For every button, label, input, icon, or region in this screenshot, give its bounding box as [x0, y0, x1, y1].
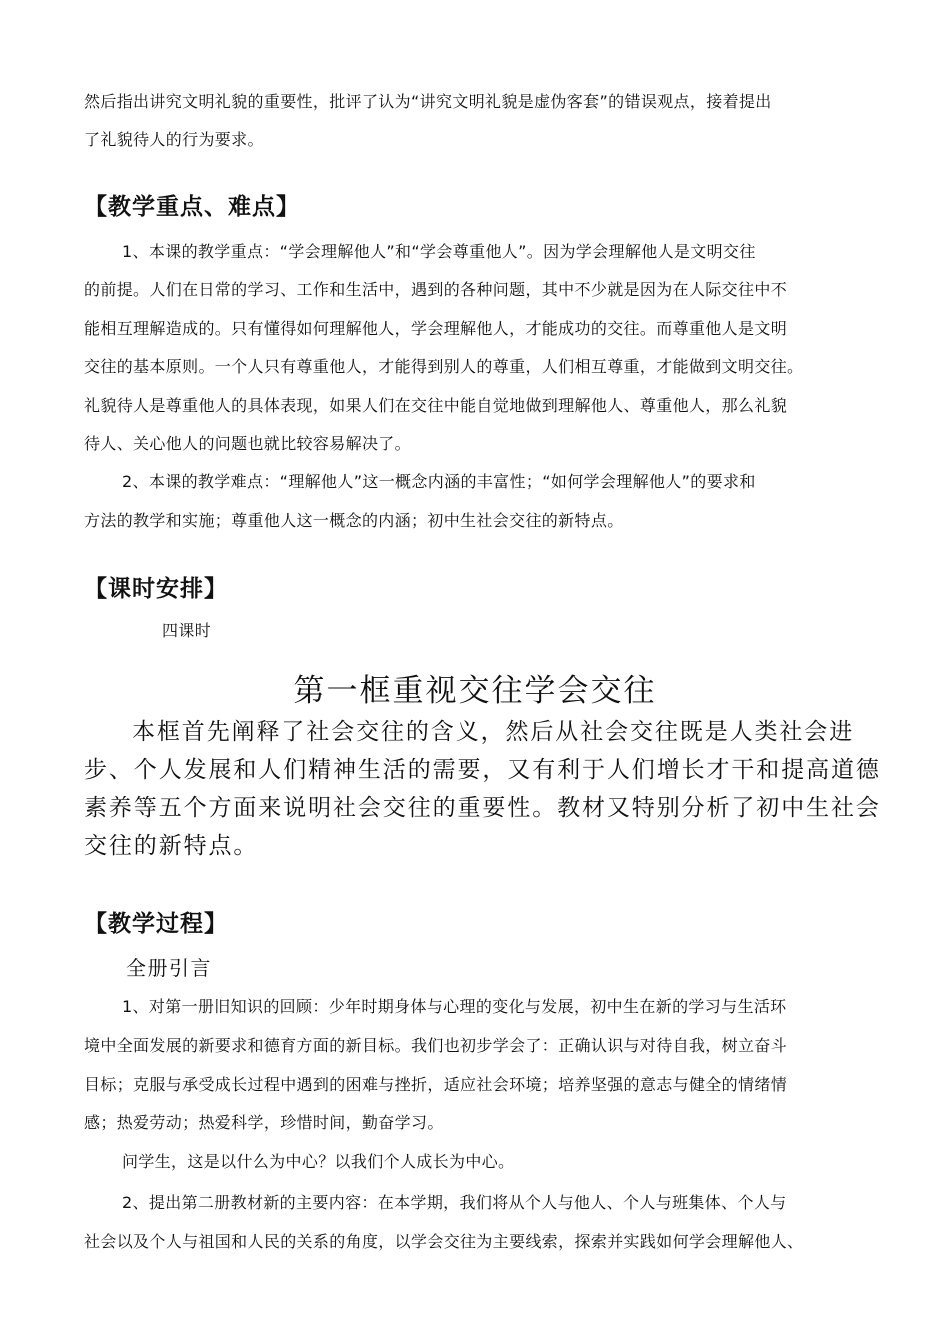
- key-points-p1-line-5: 礼貌待人是尊重他人的具体表现，如果人们在交往中能自觉地做到理解他人、尊重他人，那么礼貌: [84, 396, 788, 415]
- process-subheading: 全册引言: [126, 956, 212, 980]
- process-question: 问学生，这是以什么为中心？以我们个人成长为中心。: [122, 1152, 515, 1171]
- section-summary-line-1: 本框首先阐释了社会交往的含义，然后从社会交往既是人类社会进: [132, 719, 855, 745]
- section-summary-line-2: 步、个人发展和人们精神生活的需要，又有利于人们增长才干和提高道德: [84, 757, 881, 783]
- section-summary-line-4: 交往的新特点。: [84, 833, 259, 859]
- key-points-p2-line-2: 方法的教学和实施；尊重他人这一概念的内涵；初中生社会交往的新特点。: [84, 511, 624, 530]
- schedule-value: 四课时: [162, 621, 212, 640]
- intro-line-1: 然后指出讲究文明礼貌的重要性，批评了认为“讲究文明礼貌是虚伪客套”的错误观点，接着提出: [84, 92, 772, 111]
- key-points-p2-line-1: 2、本课的教学难点：“理解他人”这一概念内涵的丰富性；“如何学会理解他人”的要求和: [122, 472, 756, 491]
- key-points-p1-line-2: 的前提。人们在日常的学习、工作和生活中，遇到的各种问题，其中不少就是因为在人际交往中不: [84, 280, 788, 299]
- key-points-p1-line-6: 待人、关心他人的问题也就比较容易解决了。: [84, 434, 412, 453]
- key-points-p1-line-3: 能相互理解造成的。只有懂得如何理解他人，学会理解他人，才能成功的交往。而尊重他人是文明: [84, 319, 788, 338]
- process-heading: 【教学过程】: [84, 911, 228, 937]
- process-p1-line-1: 1、对第一册旧知识的回顾：少年时期身体与心理的变化与发展，初中生在新的学习与生活环: [122, 997, 787, 1016]
- process-p1-line-3: 目标；克服与承受成长过程中遇到的困难与挫折，适应社会环境；培养坚强的意志与健全的情绪情: [84, 1075, 788, 1094]
- section-summary-line-3: 素养等五个方面来说明社会交往的重要性。教材又特别分析了初中生社会: [84, 795, 881, 821]
- process-p1-line-4: 感；热爱劳动；热爱科学，珍惜时间，勤奋学习。: [84, 1113, 444, 1132]
- process-p2-line-1: 2、提出第二册教材新的主要内容：在本学期，我们将从个人与他人、个人与班集体、个人与: [122, 1193, 787, 1212]
- key-points-p1-line-4: 交往的基本原则。一个人只有尊重他人，才能得到别人的尊重，人们相互尊重，才能做到文明交往。: [84, 357, 804, 376]
- process-p1-line-2: 境中全面发展的新要求和德育方面的新目标。我们也初步学会了：正确认识与对待自我，树立奋斗: [84, 1036, 788, 1055]
- intro-line-2: 了礼貌待人的行为要求。: [84, 130, 264, 149]
- process-p2-line-2: 社会以及个人与祖国和人民的关系的角度，以学会交往为主要线索，探索并实践如何学会理解他人、: [84, 1232, 804, 1251]
- key-points-p1-line-1: 1、本课的教学重点：“学会理解他人”和“学会尊重他人”。因为学会理解他人是文明交往: [122, 242, 756, 261]
- key-points-heading: 【教学重点、难点】: [84, 194, 300, 220]
- section-title: 第一框重视交往学会交往: [293, 673, 657, 709]
- schedule-heading: 【课时安排】: [84, 576, 228, 602]
